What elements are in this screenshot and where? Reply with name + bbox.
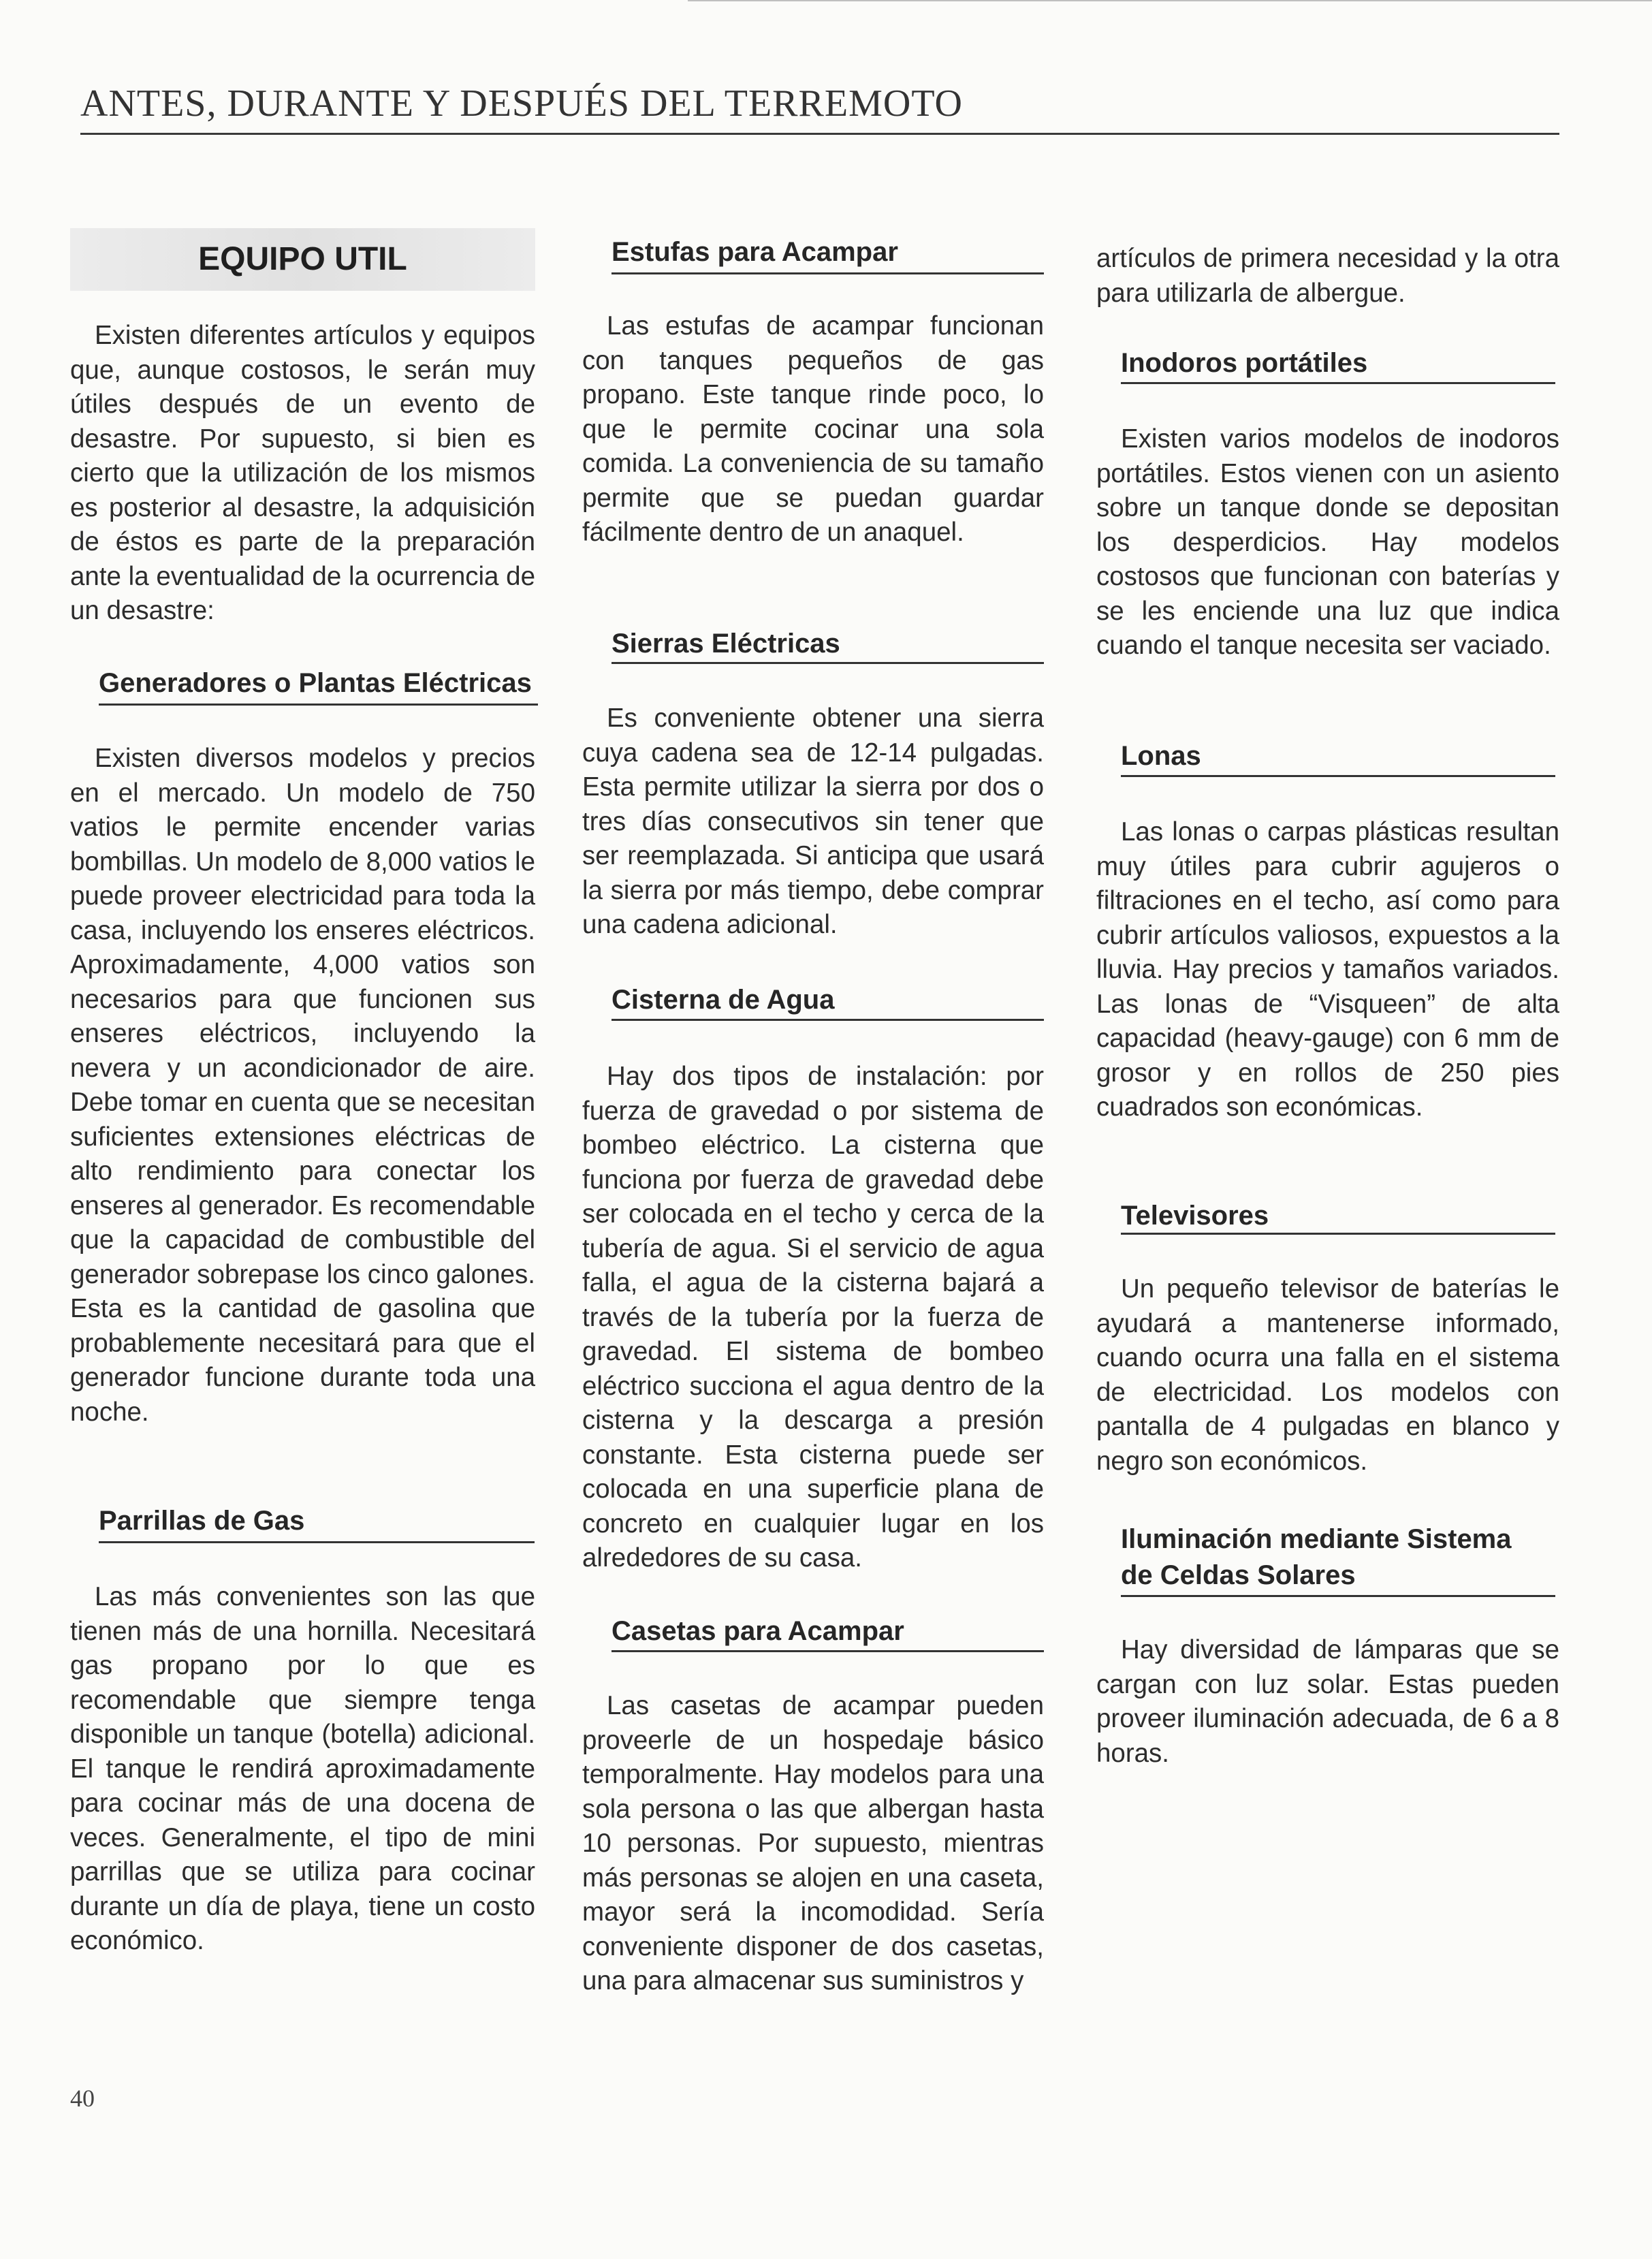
paragraph-sierras: Es conveniente obtener una sierra cuya cadena sea de 12-14 pulgadas. Esta permite utilizar la sierra por dos o tres días consecutivos sin tener que ser reemplazada. Si anticipa que usará la sierra por más tiempo, debe comprar una cadena adicional. <box>582 704 1044 939</box>
heading-iluminacion-line1: Iluminación mediante Sistema <box>1121 1524 1512 1554</box>
paragraph-lonas: Las lonas o carpas plásticas resultan muy útiles para cubrir agujeros o filtraciones en el techo, así como para cubrir artículos valiosos, expuestos a la lluvia. Hay precios y tamaños variados. Las lonas de “Visqueen” de alta capacidad (heavy-gauge) con 6 mm de grosor y en rollos de 250 pies cuadrados son económicas. <box>1096 817 1559 1122</box>
heading-rule <box>611 1019 1044 1021</box>
heading-parrillas: Parrillas de Gas <box>99 1506 305 1536</box>
heading-estufas: Estufas para Acampar <box>611 237 898 267</box>
heading-rule <box>611 662 1044 664</box>
heading-rule <box>1121 382 1555 384</box>
top-edge-rule <box>688 0 1652 1</box>
paragraph-televisores: Un pequeño televisor de baterías le ayudará a mantenerse informado, cuando ocurra una falla en el sistema de electricidad. Los modelos con pantalla de 4 pulgadas en blanco y negro son económicos. <box>1096 1274 1559 1476</box>
paragraph-iluminacion: Hay diversidad de lámparas que se cargan con luz solar. Estas pueden proveer iluminación adecuada, de 6 a 8 horas. <box>1096 1635 1559 1768</box>
paragraph-inodoros: Existen varios modelos de inodoros portátiles. Estos vienen con un asiento sobre un tanque donde se depositan los desperdicios. Hay modelos costosos que funcionan con baterías y se les enciende una luz que indica cuando el tanque necesita ser vaciado. <box>1096 424 1559 660</box>
paragraph-continuation: artículos de primera necesidad y la otra para utilizarla de albergue. <box>1096 244 1559 308</box>
heading-iluminacion-line2: de Celdas Solares <box>1121 1560 1356 1590</box>
paragraph-parrillas: Las más convenientes son las que tienen más de una hornilla. Necesitará gas propano por lo que es recomendable que siempre tenga disponible un tanque (botella) adicional. El tanque le rendirá aproximadamente para cocinar más de una docena de veces. Generalmente, el tipo de mini parrillas que se utiliza para cocinar durante un día de playa, tiene un costo económico. <box>70 1582 535 1955</box>
paragraph-generadores: Existen diversos modelos y precios en el mercado. Un modelo de 750 vatios le permite encender varias bombillas. Un modelo de 8,000 vatios le puede proveer electricidad para toda la casa, incluyendo los enseres eléctricos. Aproximadamente, 4,000 vatios son necesarios para que funcionen sus enseres eléctricos, incluyendo la nevera y un acondicionador de aire. Debe tomar en cuenta que se necesitan suficientes extensiones eléctricas de alto rendimiento para conectar los enseres al generador. Es recomendable que la capacidad de combustible del generador sobrepase los cinco galones. Esta es la cantidad de gasolina que probablemente necesitará para que el generador funcione durante toda una noche. <box>70 744 535 1427</box>
heading-rule <box>99 1541 535 1543</box>
intro-paragraph: Existen diferentes artículos y equipos que, aunque costosos, le serán muy útiles después de un evento de desastre. Por supuesto, si bien es cierto que la utilización de los mismos es posterior al desastre, la adquisición de éstos es parte de la preparación ante la eventualidad de la ocurrencia de un desastre: <box>70 321 535 625</box>
paragraph-estufas: Las estufas de acampar funcionan con tanques pequeños de gas propano. Este tanque rinde poco, lo que le permite cocinar una sola comida. La conveniencia de su tamaño permite que se puedan guardar fácilmente dentro de un anaquel. <box>582 311 1044 547</box>
heading-rule <box>99 704 538 706</box>
paragraph-cisterna: Hay dos tipos de instalación: por fuerza de gravedad o por sistema de bombeo eléctrico. La cisterna que funciona por fuerza de gravedad debe ser colocada en el techo y cerca de la tubería de agua. Si el servicio de agua falla, el agua de la cisterna bajará a través de la tubería por la fuerza de gravedad. El sistema de bombeo eléctrico succiona el agua dentro de la cisterna y la descarga a presión constante. Esta cisterna puede ser colocada en una superficie plana de concreto en cualquier lugar en los alrededores de su casa. <box>582 1062 1044 1573</box>
heading-rule <box>611 1650 1044 1652</box>
heading-rule <box>1121 1595 1555 1597</box>
heading-rule <box>1121 1233 1555 1235</box>
heading-sierras: Sierras Eléctricas <box>611 629 840 659</box>
heading-inodoros: Inodoros portátiles <box>1121 348 1368 378</box>
running-head-rule <box>80 133 1559 135</box>
heading-casetas: Casetas para Acampar <box>611 1616 904 1646</box>
heading-lonas: Lonas <box>1121 741 1201 771</box>
heading-televisores: Televisores <box>1121 1201 1269 1231</box>
heading-cisterna: Cisterna de Agua <box>611 985 835 1015</box>
running-head: ANTES, DURANTE Y DESPUÉS DEL TERREMOTO <box>80 82 963 125</box>
section-banner: EQUIPO UTIL <box>70 228 535 291</box>
heading-rule <box>611 272 1044 274</box>
page-number: 40 <box>70 2085 95 2112</box>
paragraph-casetas: Las casetas de acampar pueden proveerle de un hospedaje básico temporalmente. Hay modelos para una sola persona o las que albergan hasta 10 personas. Por supuesto, mientras más personas se alojen en una caseta, mayor será la incomodidad. Sería conveniente disponer de dos casetas, una para almacenar sus suministros y <box>582 1691 1044 1995</box>
heading-generadores: Generadores o Plantas Eléctricas <box>99 668 532 698</box>
heading-rule <box>1121 775 1555 777</box>
